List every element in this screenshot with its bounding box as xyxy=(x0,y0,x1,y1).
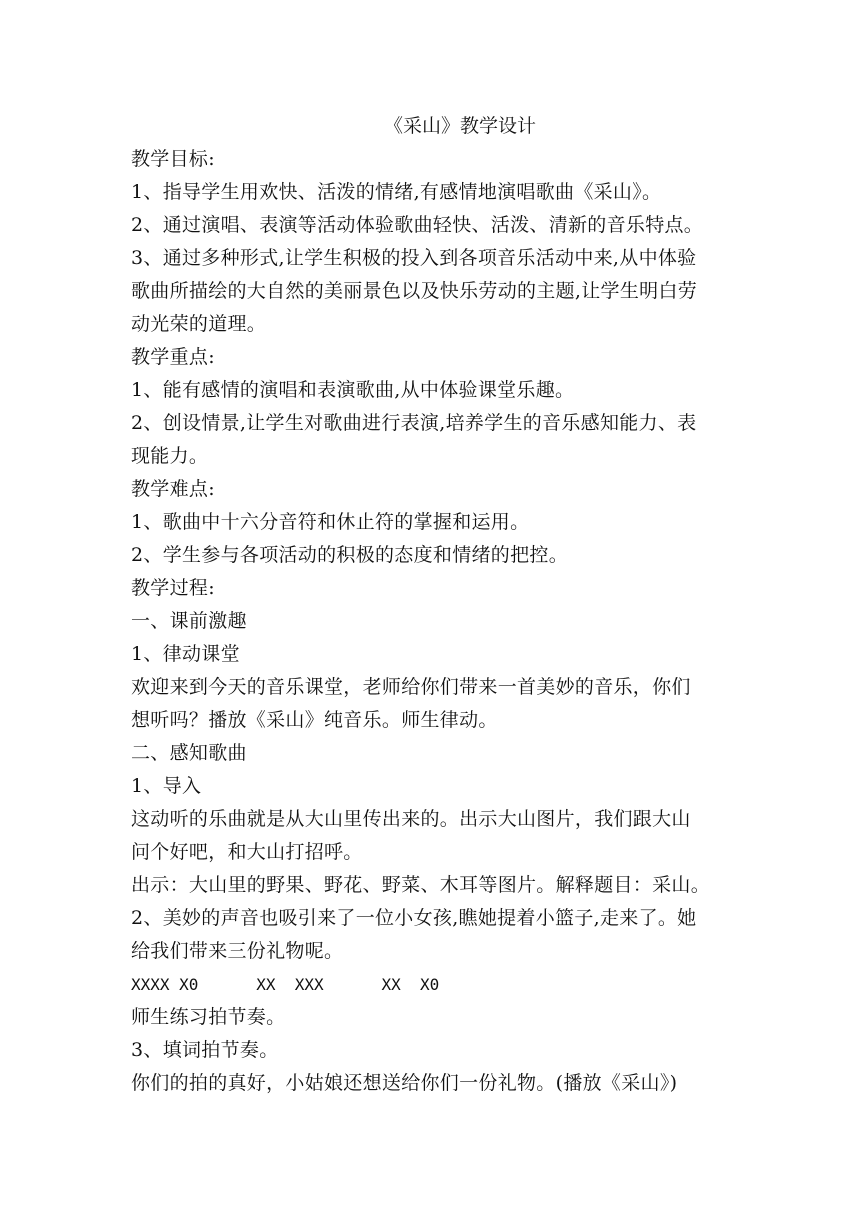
key-point-line: 2、创设情景,让学生对歌曲进行表演,培养学生的音乐感知能力、表 xyxy=(131,412,697,434)
section-heading-key-points: 教学重点: xyxy=(131,346,215,368)
paragraph-line: 你们的拍的真好，小姑娘还想送给你们一份礼物。(播放《采山》) xyxy=(131,1072,678,1094)
difficulty-line: 2、学生参与各项活动的积极的态度和情绪的把控。 xyxy=(131,544,568,566)
paragraph-line: 师生练习拍节奏。 xyxy=(131,1006,286,1028)
objective-line: 2、通过演唱、表演等活动体验歌曲轻快、活泼、清新的音乐特点。 xyxy=(131,214,704,236)
key-point-line: 现能力。 xyxy=(131,445,209,467)
section-heading-difficulties: 教学难点: xyxy=(131,478,215,500)
paragraph-line: 欢迎来到今天的音乐课堂，老师给你们带来一首美妙的音乐，你们 xyxy=(131,676,691,698)
process-subheading: 二、感知歌曲 xyxy=(131,742,247,764)
paragraph-line: 问个好吧，和大山打招呼。 xyxy=(131,841,363,863)
objective-line: 3、通过多种形式,让学生积极的投入到各项音乐活动中来,从中体验 xyxy=(131,247,697,269)
objective-line: 歌曲所描绘的大自然的美丽景色以及快乐劳动的主题,让学生明白劳 xyxy=(131,280,698,302)
paragraph-line: 给我们带来三份礼物呢。 xyxy=(131,940,344,962)
paragraph-line: 这动听的乐曲就是从大山里传出来的。出示大山图片，我们跟大山 xyxy=(131,808,691,830)
section-heading-process: 教学过程: xyxy=(131,577,215,599)
document-body xyxy=(131,143,731,1100)
document-title: 《采山》教学设计 xyxy=(383,115,536,137)
process-step: 1、律动课堂 xyxy=(131,643,240,665)
difficulty-line: 1、歌曲中十六分音符和休止符的掌握和运用。 xyxy=(131,511,530,533)
key-point-line: 1、能有感情的演唱和表演歌曲,从中体验课堂乐趣。 xyxy=(131,379,575,401)
section-heading-objectives: 教学目标: xyxy=(131,148,215,170)
paragraph-line: 出示：大山里的野果、野花、野菜、木耳等图片。解释题目：采山。 xyxy=(131,874,711,896)
paragraph-line: 2、美妙的声音也吸引来了一位小女孩,瞧她提着小篮子,走来了。她 xyxy=(131,907,697,929)
rhythm-pattern: XXXX X0 XX XXX XX X0 xyxy=(131,975,440,994)
process-step: 3、填词拍节奏。 xyxy=(131,1039,279,1061)
process-step: 1、导入 xyxy=(131,775,202,797)
objective-line: 1、指导学生用欢快、活泼的情绪,有感情地演唱歌曲《采山》。 xyxy=(131,181,662,203)
paragraph-line: 想听吗？播放《采山》纯音乐。师生律动。 xyxy=(131,709,498,731)
process-subheading: 一、课前激趣 xyxy=(131,610,247,632)
objective-line: 动光荣的道理。 xyxy=(131,313,267,335)
